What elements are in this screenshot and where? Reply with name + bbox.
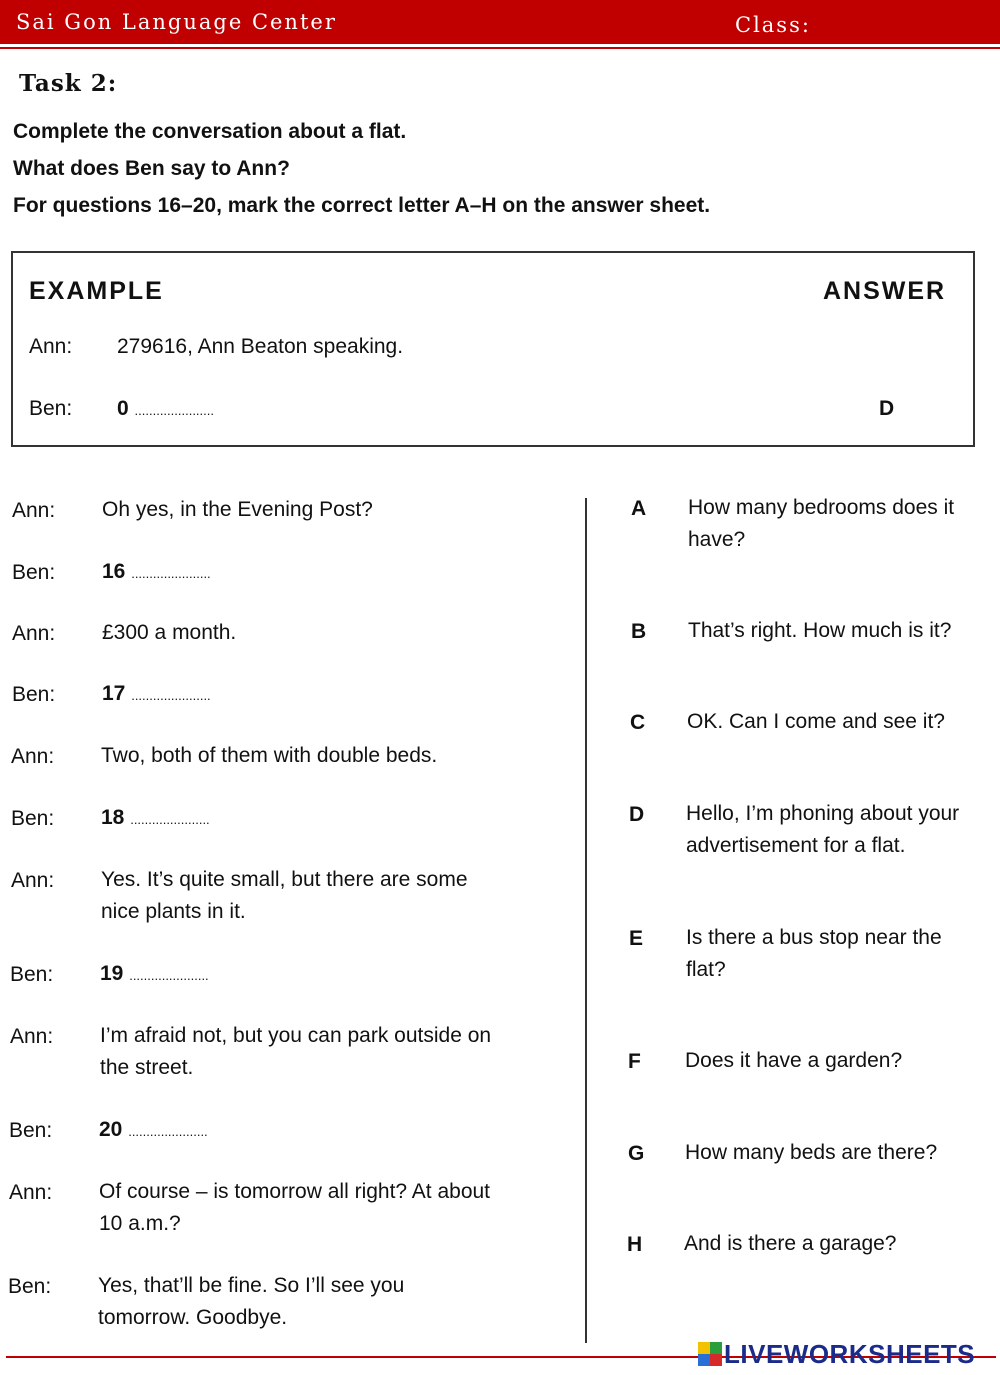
blank-dots: ...................... [131, 688, 211, 703]
liveworksheets-logo [698, 1339, 975, 1369]
option-text-b [688, 615, 1000, 647]
dialogue-speaker: Ben: [11, 807, 55, 830]
option-text-g [685, 1137, 1000, 1169]
logo-text: LIVEWORKSHEETS [724, 1338, 976, 1369]
answer-label: ANSWER [823, 277, 947, 305]
dialogue-text: Yes, that’ll be fine. So I’ll see you [98, 1274, 405, 1297]
question-number: 18 [101, 806, 125, 829]
header-bar [0, 0, 1000, 44]
answer-blank-19 [100, 958, 560, 992]
dialogue-text: Oh yes, in the Evening Post? [102, 498, 373, 521]
dialogue-speaker: Ben: [12, 683, 56, 706]
center-name: Sai Gon Language Center [16, 10, 337, 34]
header-rule [0, 47, 1000, 49]
dialogue-text: tomorrow. Goodbye. [98, 1306, 288, 1329]
question-number: 17 [102, 682, 126, 705]
dialogue-speaker: Ben: [10, 963, 54, 986]
option-text-f [685, 1045, 1000, 1077]
dialogue-speaker: Ben: [12, 561, 56, 584]
dialogue-speaker: Ann: [11, 745, 55, 768]
example-ann-line: 279616, Ann Beaton speaking. [117, 335, 404, 358]
dialogue-line [102, 617, 562, 649]
option-text-e [686, 922, 1000, 986]
blank-dots: ...................... [131, 566, 211, 581]
option-line: advertisement for a flat. [686, 834, 906, 857]
answer-blank-17 [102, 678, 562, 712]
dialogue-text: Of course – is tomorrow all right? At about [99, 1180, 491, 1203]
option-letter-h: H [627, 1233, 643, 1256]
option-letter-b: B [631, 620, 647, 643]
question-number: 20 [99, 1118, 123, 1141]
dialogue-text: 10 a.m.? [99, 1212, 181, 1235]
blank-dots: ...................... [128, 1124, 208, 1139]
question-number: 19 [100, 962, 124, 985]
task-title: Task 2: [19, 70, 118, 97]
dialogue-speaker: Ann: [9, 1181, 53, 1204]
dialogue-speaker: Ben: [9, 1119, 53, 1142]
dialogue-speaker: Ben: [8, 1275, 52, 1298]
example-box [11, 251, 975, 447]
example-ben-line [117, 397, 214, 421]
dialogue-speaker: Ann: [11, 869, 55, 892]
option-line: And is there a garage? [684, 1232, 897, 1255]
dialogue-text: £300 a month. [102, 621, 237, 644]
column-divider [585, 498, 587, 1343]
option-letter-d: D [629, 803, 645, 826]
dialogue-speaker: Ann: [10, 1025, 54, 1048]
option-letter-a: A [631, 497, 647, 520]
option-text-h [684, 1228, 999, 1260]
example-number: 0 [117, 397, 129, 420]
instruction-3: For questions 16–20, mark the correct letter A–H on the answer sheet. [13, 194, 711, 217]
option-line: Does it have a garden? [685, 1049, 903, 1072]
option-letter-g: G [628, 1142, 645, 1165]
question-number: 16 [102, 560, 126, 583]
answer-blank-16 [102, 556, 562, 590]
example-title: EXAMPLE [29, 277, 164, 305]
option-line: flat? [686, 958, 726, 981]
answer-blank-18 [101, 802, 561, 836]
option-text-c [687, 706, 1000, 738]
option-line: OK. Can I come and see it? [687, 710, 945, 733]
dialogue-line [98, 1270, 558, 1334]
option-line: Is there a bus stop near the [686, 926, 942, 949]
dialogue-speaker: Ann: [12, 499, 56, 522]
instruction-1: Complete the conversation about a flat. [13, 120, 407, 143]
option-letter-c: C [630, 711, 646, 734]
blank-dots: ...................... [129, 968, 209, 983]
option-line: have? [688, 528, 746, 551]
dialogue-text: Yes. It’s quite small, but there are some [101, 868, 468, 891]
option-letter-e: E [629, 927, 644, 950]
dialogue-text: the street. [100, 1056, 194, 1079]
option-line: How many bedrooms does it [688, 496, 955, 519]
example-answer: D [879, 397, 895, 420]
dialogue-line [100, 1020, 560, 1084]
instruction-2: What does Ben say to Ann? [13, 157, 290, 180]
option-text-a [688, 492, 1000, 556]
logo-icon [698, 1342, 722, 1366]
option-letter-f: F [628, 1050, 641, 1073]
dialogue-line [99, 1176, 559, 1240]
dialogue-line [101, 864, 561, 928]
blank-dots: ...................... [130, 812, 210, 827]
dialogue-text: Two, both of them with double beds. [101, 744, 438, 767]
dialogue-line [101, 740, 561, 772]
example-blank: ...................... [134, 403, 214, 418]
dialogue-line [102, 494, 562, 526]
example-ben-speaker: Ben: [29, 397, 73, 420]
answer-blank-20 [99, 1114, 559, 1148]
class-label: Class: [735, 13, 811, 37]
option-line: How many beds are there? [685, 1141, 938, 1164]
option-text-d [686, 798, 1000, 862]
option-line: Hello, I’m phoning about your [686, 802, 960, 825]
dialogue-speaker: Ann: [12, 622, 56, 645]
option-line: That’s right. How much is it? [688, 619, 952, 642]
dialogue-text: I’m afraid not, but you can park outside on [100, 1024, 492, 1047]
dialogue-text: nice plants in it. [101, 900, 246, 923]
example-ann-speaker: Ann: [29, 335, 73, 358]
